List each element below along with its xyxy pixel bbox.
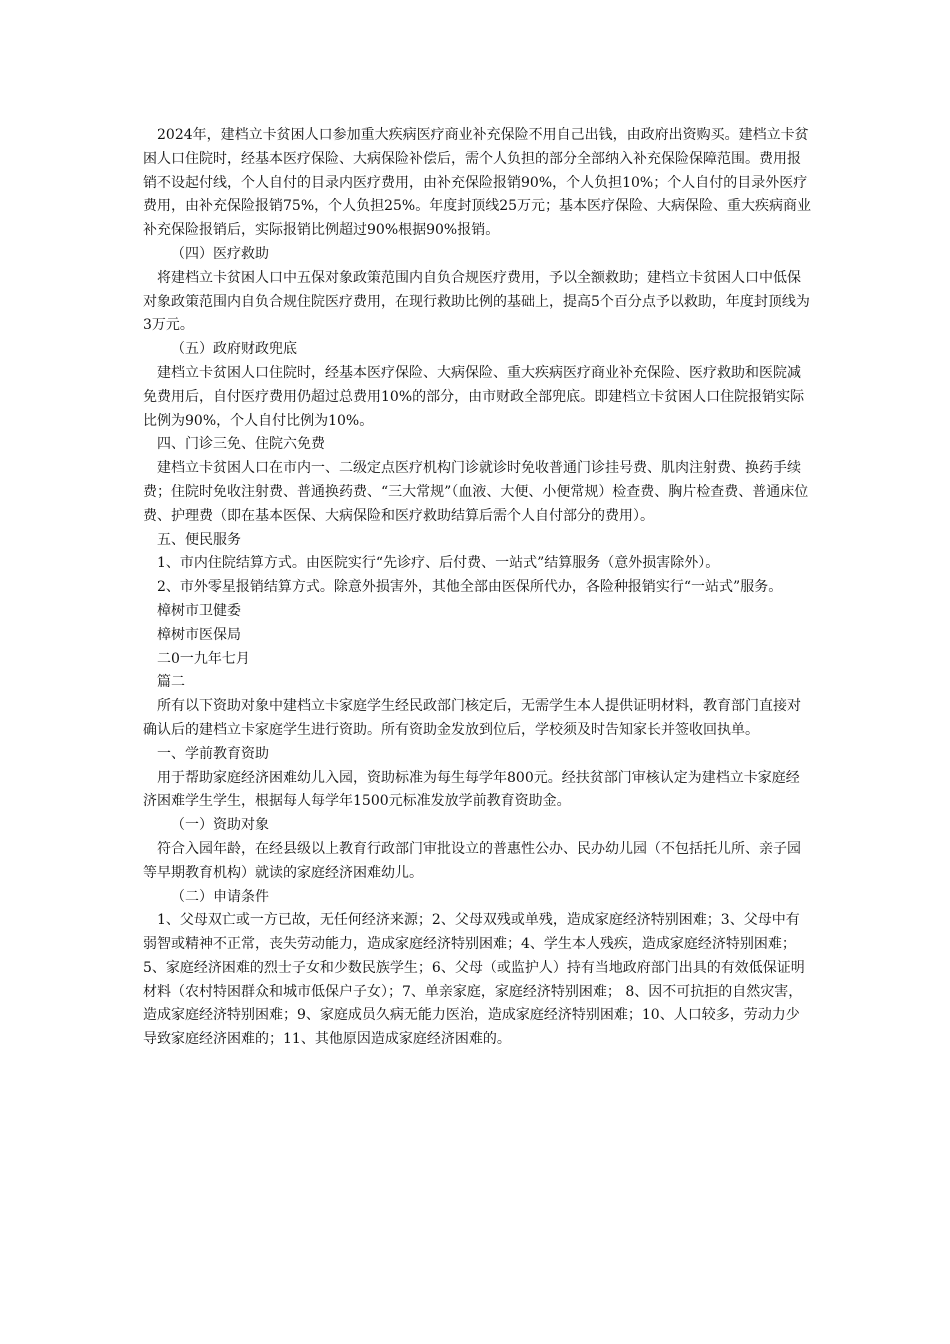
section-heading: （二）申请条件	[171, 888, 269, 905]
section-heading: 五、便民服务	[157, 531, 241, 548]
signature-line: 樟树市医保局	[157, 626, 241, 643]
paragraph: 建档立卡贫困人口住院时，经基本医疗保险、大病保险、重大疾病医疗商业补充保险、医疗救助和医院减免费用后，自付医疗费用仍超过总费用10%的部分，由市财政全部兜底。即建档立卡贫困人口住院报销实际比例为90%，个人自付比例为10%。	[143, 364, 805, 429]
paragraph: 建档立卡贫困人口在市内一、二级定点医疗机构门诊就诊时免收普通门诊挂号费、肌肉注射费、换药手续费；住院时免收注射费、普通换药费、“三大常规”（血液、大便、小便常规）检查费、胸片检查费、普通床位费、护理费（即在基本医保、大病保险和医疗救助结算后需个人自付部分的费用）。	[143, 460, 809, 524]
date-line: 二0一九年七月	[157, 650, 250, 667]
paragraph: 1、父母双亡或一方已故，无任何经济来源；2、父母双残或单残，造成家庭经济特别困难；3、父母中有弱智或精神不正常，丧失劳动能力，造成家庭经济特别困难；4、学生本人残疾，造成家庭经济特别困难；5、家庭经济困难的烈士子女和少数民族学生；6、父母（或监护人）持有当地政府部门出具的有效低保证明材料（农村特困群众和城市低保户子女）；7、单亲家庭，家庭经济特别困难； 8、因不可抗拒的自然灾害，造成家庭经济特别困难；9、家庭成员久病无能力医治，造成家庭经济特别困难；10、人口较多，劳动力少导致家庭经济困难的；11、其他原因造成家庭经济困难的。	[143, 912, 805, 1048]
signature-line: 樟树市卫健委	[157, 602, 241, 619]
list-item: 2、市外零星报销结算方式。除意外损害外，其他全部由医保所代办，各险种报销实行“一站式”服务。	[157, 579, 783, 596]
section-heading: 一、学前教育资助	[157, 745, 269, 762]
list-item: 1、市内住院结算方式。由医院实行“先诊疗、后付费、一站式”结算服务（意外损害除外）。	[157, 555, 720, 572]
paragraph: 用于帮助家庭经济困难幼儿入园，资助标准为每生每学年800元。经扶贫部门审核认定为建档立卡家庭经济困难学生学生，根据每人每学年1500元标准发放学前教育资助金。	[143, 769, 800, 810]
paragraph: 所有以下资助对象中建档立卡家庭学生经民政部门核定后，无需学生本人提供证明材料，教育部门直接对确认后的建档立卡家庭学生进行资助。所有资助金发放到位后，学校须及时告知家长并签收回执单。	[143, 698, 801, 738]
part-title: 篇二	[157, 674, 185, 691]
paragraph: 将建档立卡贫困人口中五保对象政策范围内自负合规医疗费用，予以全额救助；建档立卡贫困人口中低保对象政策范围内自负合规住院医疗费用，在现行救助比例的基础上，提高5个百分点予以救助，年度封顶线为3万元。	[143, 269, 810, 334]
section-heading: （一）资助对象	[171, 817, 269, 834]
paragraph: 2024年，建档立卡贫困人口参加重大疾病医疗商业补充保险不用自己出钱，由政府出资购买。建档立卡贫困人口住院时，经基本医疗保险、大病保险补偿后，需个人负担的部分全部纳入补充保险保障范围。费用报销不设起付线，个人自付的目录内医疗费用，由补充保险报销90%，个人负担10%；个人自付的目录外医疗费用，由补充保险报销75%，个人负担25%。年度封顶线25万元；基本医疗保险、大病保险、重大疾病商业补充保险报销后，实际报销比例超过90%根据90%报销。	[143, 127, 812, 239]
section-heading: （四）医疗救助	[171, 245, 269, 262]
paragraph: 符合入园年龄，在经县级以上教育行政部门审批设立的普惠性公办、民办幼儿园（不包括托儿所、亲子园等早期教育机构）就读的家庭经济困难幼儿。	[143, 840, 801, 881]
section-heading: 四、门诊三免、住院六免费	[157, 436, 325, 453]
section-heading: （五）政府财政兜底	[171, 341, 297, 358]
document-body	[143, 124, 813, 1052]
